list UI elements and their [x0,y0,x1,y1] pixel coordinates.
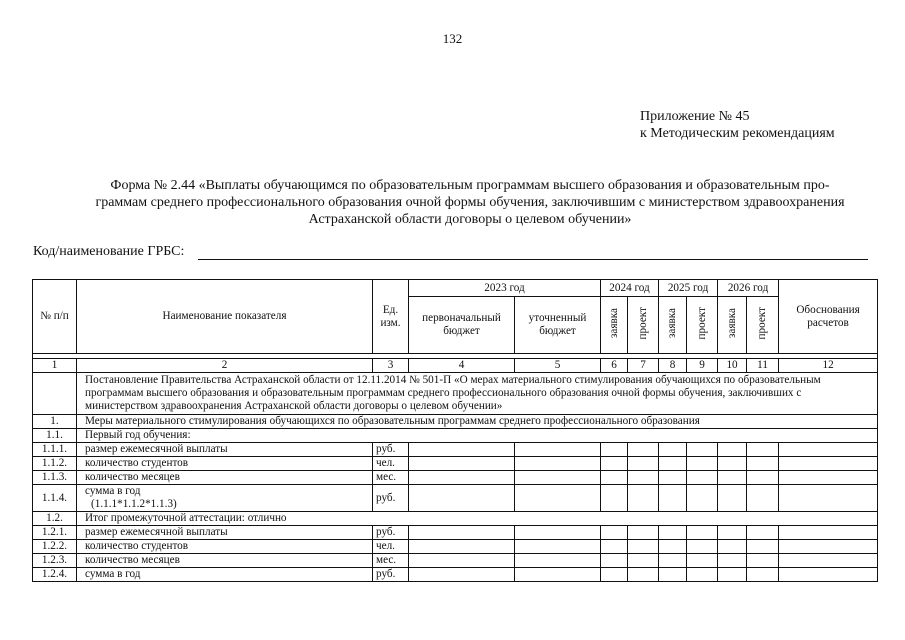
grbs-label: Код/наименование ГРБС: [33,244,185,259]
indicator-label: размер ежемесячной выплаты [85,443,228,455]
value-cell[interactable] [659,526,687,540]
value-cell[interactable] [601,457,628,471]
row-number: 1.1. [33,429,77,443]
value-cell[interactable] [515,526,601,540]
value-cell[interactable] [687,540,718,554]
value-cell[interactable] [659,471,687,485]
column-number: 6 [601,359,628,373]
table-row [33,568,878,582]
value-cell[interactable] [659,443,687,457]
table-row [33,554,878,568]
value-cell[interactable] [601,568,628,582]
column-number: 1 [33,359,77,373]
row-number: 1.2.3. [33,554,77,568]
column-number: 12 [779,359,878,373]
value-cell[interactable] [628,457,659,471]
value-cell[interactable] [409,526,515,540]
page-number: 132 [442,31,463,46]
appendix-heading [640,108,835,142]
value-cell[interactable] [747,457,779,471]
value-cell[interactable] [601,443,628,457]
value-cell[interactable] [779,443,878,457]
value-cell[interactable] [718,443,747,457]
value-cell[interactable] [601,540,628,554]
indicator-label: размер ежемесячной выплаты [85,526,228,538]
value-cell[interactable] [601,526,628,540]
value-cell[interactable] [779,540,878,554]
value-cell[interactable] [687,526,718,540]
value-cell[interactable] [515,457,601,471]
grbs-input-line[interactable] [198,259,868,260]
row-unit: руб. [373,485,409,512]
row-number: 1.1.3. [33,471,77,485]
row-number: 1.2.4. [33,568,77,582]
column-number: 11 [747,359,779,373]
value-cell[interactable] [687,471,718,485]
value-cell[interactable] [779,526,878,540]
column-number: 8 [659,359,687,373]
value-cell[interactable] [628,485,659,512]
row-unit: мес. [373,471,409,485]
table-row [33,457,878,471]
form-title [70,177,870,228]
row-unit: чел. [373,457,409,471]
value-cell[interactable] [718,554,747,568]
value-cell[interactable] [409,540,515,554]
indicator-label: сумма в год [85,568,141,580]
header-2024-project: проект [628,297,659,354]
value-cell[interactable] [779,485,878,512]
value-cell[interactable] [747,485,779,512]
value-cell[interactable] [628,540,659,554]
value-cell[interactable] [747,568,779,582]
form-title-line-1: Форма № 2.44 «Выплаты обучающимся по образовательным программам высшего образования и образовательным про- [110,178,830,193]
column-number: 4 [409,359,515,373]
value-cell[interactable] [628,568,659,582]
value-cell[interactable] [718,540,747,554]
value-cell[interactable] [628,471,659,485]
table-row [33,429,878,443]
value-cell[interactable] [659,540,687,554]
column-number: 3 [373,359,409,373]
header-2026-project: проект [747,297,779,354]
value-cell[interactable] [409,568,515,582]
value-cell[interactable] [515,554,601,568]
row-section-title: Итог промежуточной аттестации: отлично [77,512,878,526]
value-cell[interactable] [779,554,878,568]
row-unit: мес. [373,554,409,568]
value-cell[interactable] [515,443,601,457]
value-cell[interactable] [779,471,878,485]
header-refined-budget: уточненный бюджет [515,297,601,354]
row-unit: чел. [373,540,409,554]
header-2024-request: заявка [601,297,628,354]
value-cell[interactable] [515,485,601,512]
value-cell[interactable] [747,540,779,554]
value-cell[interactable] [747,526,779,540]
value-cell[interactable] [659,457,687,471]
value-cell[interactable] [687,457,718,471]
row-number: 1. [33,415,77,429]
table-row [33,443,878,457]
value-cell[interactable] [601,554,628,568]
row-indicator-name [77,443,373,457]
value-cell[interactable] [747,554,779,568]
value-cell[interactable] [409,554,515,568]
header-2024: 2024 год [601,280,659,297]
header-2026-request: заявка [718,297,747,354]
budget-table [32,279,878,582]
header-2025: 2025 год [659,280,718,297]
column-number: 7 [628,359,659,373]
value-cell[interactable] [409,457,515,471]
value-cell[interactable] [747,471,779,485]
row-unit: руб. [373,443,409,457]
value-cell[interactable] [409,471,515,485]
table-row [33,540,878,554]
indicator-label: количество месяцев [85,471,180,483]
row-unit: руб. [373,568,409,582]
indicator-formula: (1.1.1*1.1.2*1.1.3) [91,498,177,510]
value-cell[interactable] [718,568,747,582]
indicator-label: количество студентов [85,540,189,552]
header-2023: 2023 год [409,280,601,297]
row-indicator-name [77,485,373,512]
value-cell[interactable] [659,568,687,582]
value-cell[interactable] [409,485,515,512]
row-number: 1.2. [33,512,77,526]
value-cell[interactable] [628,554,659,568]
table-row [33,485,878,512]
column-number: 9 [687,359,718,373]
value-cell[interactable] [718,485,747,512]
value-cell[interactable] [409,443,515,457]
value-cell[interactable] [747,443,779,457]
row-number: 1.2.1. [33,526,77,540]
row-unit: руб. [373,526,409,540]
indicator-label: сумма в год [85,485,141,497]
appendix-line-2: к Методическим рекомендациям [640,126,835,141]
header-justification: Обоснования расчетов [779,280,878,354]
resolution-text: Постановление Правительства Астраханской области от 12.11.2014 № 501-П «О мерах материального стимулирования обучающихся по образовательным программам высшего образования и образовательным программам среднего профессионального образования очной формы обучения, заключивших с министерством здравоохранения Астраханской области договоры о целевом обучении» [77,373,878,415]
value-cell[interactable] [515,568,601,582]
table-row [33,526,878,540]
indicator-label: количество месяцев [85,554,180,566]
value-cell[interactable] [628,526,659,540]
value-cell[interactable] [687,554,718,568]
resolution-num-cell [33,373,77,415]
value-cell[interactable] [601,471,628,485]
form-title-line-3: Астраханской области договоры о целевом обучении» [308,212,632,227]
header-2026: 2026 год [718,280,779,297]
column-number: 10 [718,359,747,373]
table-row [33,512,878,526]
row-indicator-name [77,471,373,485]
row-number: 1.1.1. [33,443,77,457]
row-number: 1.1.4. [33,485,77,512]
row-section-title: Первый год обучения: [77,429,878,443]
value-cell[interactable] [687,485,718,512]
row-indicator-name [77,554,373,568]
table-row [33,415,878,429]
value-cell[interactable] [718,526,747,540]
row-indicator-name [77,540,373,554]
column-number: 2 [77,359,373,373]
header-num: № п/п [33,280,77,354]
value-cell[interactable] [718,471,747,485]
header-2025-project: проект [687,297,718,354]
value-cell[interactable] [515,471,601,485]
value-cell[interactable] [687,443,718,457]
indicator-label: количество студентов [85,457,189,469]
value-cell[interactable] [779,457,878,471]
header-name: Наименование показателя [77,280,373,354]
value-cell[interactable] [659,485,687,512]
value-cell[interactable] [779,568,878,582]
value-cell[interactable] [718,457,747,471]
value-cell[interactable] [601,485,628,512]
row-number: 1.1.2. [33,457,77,471]
value-cell[interactable] [659,554,687,568]
row-number: 1.2.2. [33,540,77,554]
value-cell[interactable] [687,568,718,582]
row-section-title: Меры материального стимулирования обучающихся по образовательным программам среднего профессионального образования [77,415,878,429]
row-indicator-name [77,568,373,582]
value-cell[interactable] [515,540,601,554]
header-unit: Ед. изм. [373,280,409,354]
row-indicator-name [77,457,373,471]
value-cell[interactable] [628,443,659,457]
table-row [33,471,878,485]
header-2025-request: заявка [659,297,687,354]
column-number: 5 [515,359,601,373]
form-title-line-2: граммам среднего профессионального образования очной формы обучения, заключившим с министерством здравоохранения [95,195,845,210]
row-indicator-name [77,526,373,540]
appendix-line-1: Приложение № 45 [640,109,750,124]
header-initial-budget: первоначальный бюджет [409,297,515,354]
